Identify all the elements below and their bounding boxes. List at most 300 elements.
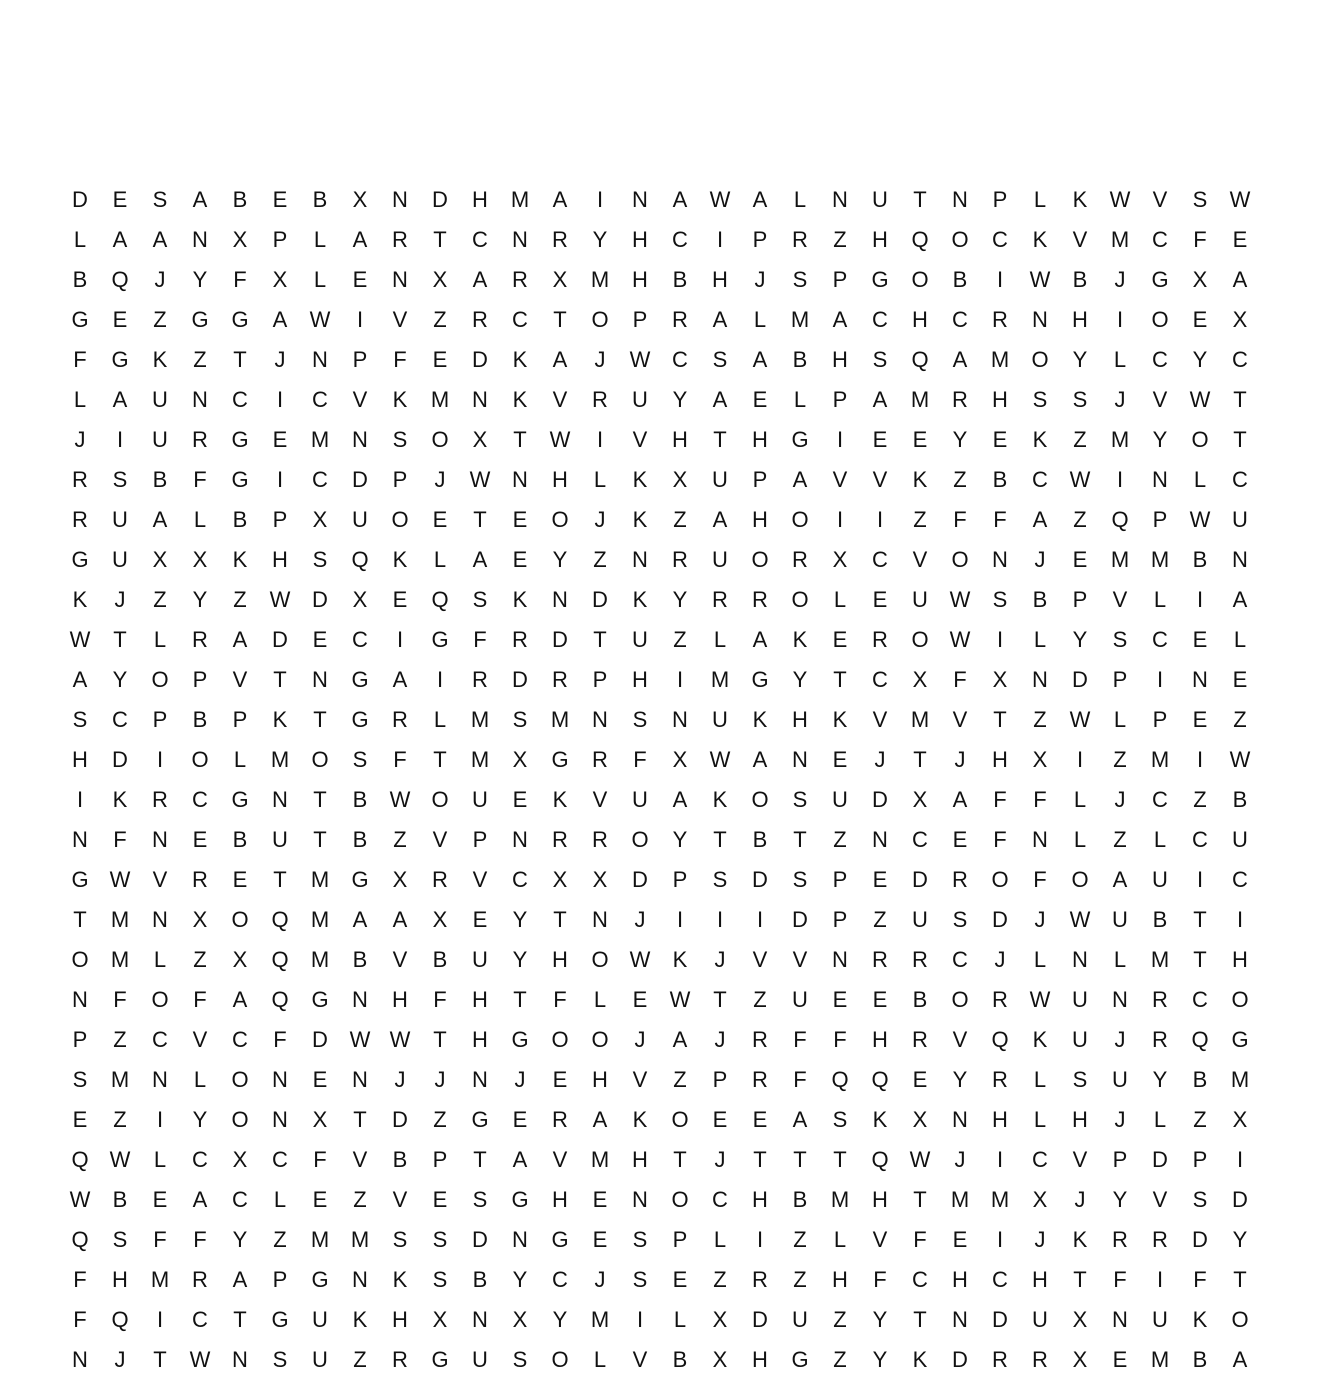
letter-cell[interactable]: M	[150, 1267, 170, 1292]
letter-cell[interactable]: N	[632, 547, 648, 572]
letter-cell[interactable]: Z	[1113, 827, 1127, 852]
letter-cell[interactable]: R	[672, 307, 688, 332]
letter-cell[interactable]: G	[471, 1107, 489, 1132]
letter-cell[interactable]: N	[872, 827, 888, 852]
letter-cell[interactable]: V	[392, 947, 408, 972]
letter-cell[interactable]: U	[1152, 867, 1168, 892]
letter-cell[interactable]: A	[232, 1267, 248, 1292]
letter-cell[interactable]: F	[793, 1067, 807, 1092]
letter-cell[interactable]: K	[1032, 227, 1048, 252]
letter-cell[interactable]: M	[310, 947, 330, 972]
letter-cell[interactable]: S	[432, 1227, 448, 1252]
letter-cell[interactable]: Q	[271, 987, 289, 1012]
letter-cell[interactable]: D	[992, 907, 1008, 932]
letter-cell[interactable]: C	[472, 227, 488, 252]
letter-cell[interactable]: A	[832, 307, 848, 332]
letter-cell[interactable]: L	[713, 627, 727, 652]
letter-cell[interactable]: K	[632, 507, 648, 532]
letter-cell[interactable]: P	[1152, 707, 1168, 732]
letter-cell[interactable]: M	[430, 387, 450, 412]
letter-cell[interactable]: F	[553, 987, 567, 1012]
letter-cell[interactable]: Q	[991, 1027, 1009, 1052]
letter-cell[interactable]: R	[792, 547, 808, 572]
letter-cell[interactable]: C	[1232, 347, 1248, 372]
letter-cell[interactable]: G	[311, 987, 329, 1012]
letter-cell[interactable]: B	[312, 187, 328, 212]
letter-cell[interactable]: V	[872, 467, 888, 492]
letter-cell[interactable]: P	[1152, 507, 1168, 532]
letter-cell[interactable]: E	[272, 187, 288, 212]
letter-cell[interactable]: L	[793, 187, 807, 212]
letter-cell[interactable]: A	[152, 507, 168, 532]
letter-cell[interactable]: R	[552, 827, 568, 852]
letter-cell[interactable]: Q	[271, 947, 289, 972]
letter-cell[interactable]: F	[793, 1027, 807, 1052]
letter-cell[interactable]: U	[472, 1347, 488, 1372]
letter-cell[interactable]: N	[152, 907, 168, 932]
letter-cell[interactable]: S	[832, 1107, 848, 1132]
letter-cell[interactable]: V	[632, 1347, 648, 1372]
letter-cell[interactable]: G	[431, 1347, 449, 1372]
letter-cell[interactable]: H	[472, 1027, 488, 1052]
letter-cell[interactable]: P	[1112, 1147, 1128, 1172]
letter-cell[interactable]: T	[273, 867, 287, 892]
letter-cell[interactable]: P	[392, 467, 408, 492]
letter-cell[interactable]: A	[672, 787, 688, 812]
letter-cell[interactable]: M	[710, 667, 730, 692]
letter-cell[interactable]: M	[590, 1147, 610, 1172]
letter-cell[interactable]: Y	[952, 1067, 968, 1092]
letter-cell[interactable]: M	[1110, 227, 1130, 252]
letter-cell[interactable]: Z	[913, 507, 927, 532]
letter-cell[interactable]: Y	[232, 1227, 248, 1252]
letter-cell[interactable]: N	[1192, 667, 1208, 692]
letter-cell[interactable]: O	[671, 1187, 689, 1212]
letter-cell[interactable]: Y	[192, 587, 208, 612]
letter-cell[interactable]: R	[472, 307, 488, 332]
letter-cell[interactable]: V	[912, 547, 928, 572]
letter-cell[interactable]: R	[472, 667, 488, 692]
letter-cell[interactable]: G	[551, 1227, 569, 1252]
letter-cell[interactable]: W	[389, 1027, 411, 1052]
letter-cell[interactable]: K	[152, 347, 168, 372]
letter-cell[interactable]: W	[349, 1027, 371, 1052]
letter-cell[interactable]: R	[992, 987, 1008, 1012]
letter-cell[interactable]: B	[952, 267, 968, 292]
letter-cell[interactable]: T	[913, 1187, 927, 1212]
letter-cell[interactable]: N	[792, 747, 808, 772]
letter-cell[interactable]: D	[952, 1347, 968, 1372]
letter-cell[interactable]: F	[993, 827, 1007, 852]
letter-cell[interactable]: N	[152, 827, 168, 852]
letter-cell[interactable]: E	[872, 587, 888, 612]
letter-cell[interactable]: G	[71, 547, 89, 572]
letter-cell[interactable]: D	[912, 867, 928, 892]
letter-cell[interactable]: M	[1150, 947, 1170, 972]
letter-cell[interactable]: Z	[713, 1267, 727, 1292]
letter-cell[interactable]: O	[591, 947, 609, 972]
letter-cell[interactable]: B	[1192, 1347, 1208, 1372]
letter-cell[interactable]: J	[714, 947, 726, 972]
letter-cell[interactable]: P	[592, 667, 608, 692]
letter-cell[interactable]: Z	[1193, 787, 1207, 812]
letter-cell[interactable]: L	[1233, 627, 1247, 652]
letter-cell[interactable]: Q	[911, 227, 929, 252]
letter-cell[interactable]: O	[231, 1107, 249, 1132]
letter-cell[interactable]: H	[952, 1267, 968, 1292]
letter-cell[interactable]: I	[636, 1307, 644, 1332]
letter-cell[interactable]: L	[233, 747, 247, 772]
letter-cell[interactable]: Y	[1192, 347, 1208, 372]
letter-cell[interactable]: L	[153, 627, 167, 652]
letter-cell[interactable]: B	[1032, 587, 1048, 612]
letter-cell[interactable]: G	[791, 427, 809, 452]
letter-cell[interactable]: C	[312, 387, 328, 412]
letter-cell[interactable]: X	[312, 507, 328, 532]
letter-cell[interactable]: N	[512, 227, 528, 252]
letter-cell[interactable]: L	[433, 707, 447, 732]
letter-cell[interactable]: K	[512, 587, 528, 612]
letter-cell[interactable]: M	[110, 1067, 130, 1092]
letter-cell[interactable]: S	[632, 707, 648, 732]
letter-cell[interactable]: D	[512, 667, 528, 692]
letter-cell[interactable]: P	[752, 227, 768, 252]
letter-cell[interactable]: L	[1033, 1107, 1047, 1132]
letter-cell[interactable]: H	[1072, 1107, 1088, 1132]
letter-cell[interactable]: R	[752, 1027, 768, 1052]
letter-cell[interactable]: Y	[1232, 1227, 1248, 1252]
letter-cell[interactable]: J	[1114, 1107, 1126, 1132]
letter-cell[interactable]: E	[1192, 307, 1208, 332]
letter-cell[interactable]: C	[512, 307, 528, 332]
letter-cell[interactable]: X	[592, 867, 608, 892]
letter-cell[interactable]: O	[911, 627, 929, 652]
letter-cell[interactable]: L	[273, 1187, 287, 1212]
letter-cell[interactable]: R	[512, 627, 528, 652]
letter-cell[interactable]: A	[872, 387, 888, 412]
letter-cell[interactable]: T	[673, 1147, 687, 1172]
letter-cell[interactable]: I	[716, 907, 724, 932]
letter-cell[interactable]: E	[352, 267, 368, 292]
letter-cell[interactable]: J	[1034, 1227, 1046, 1252]
letter-cell[interactable]: T	[793, 1147, 807, 1172]
letter-cell[interactable]: X	[272, 267, 288, 292]
letter-cell[interactable]: E	[432, 1187, 448, 1212]
letter-cell[interactable]: L	[313, 227, 327, 252]
letter-cell[interactable]: B	[992, 467, 1008, 492]
letter-cell[interactable]: J	[514, 1067, 526, 1092]
letter-cell[interactable]: E	[392, 587, 408, 612]
letter-cell[interactable]: N	[512, 467, 528, 492]
letter-cell[interactable]: W	[109, 867, 131, 892]
letter-cell[interactable]: E	[192, 827, 208, 852]
letter-cell[interactable]: S	[1032, 387, 1048, 412]
letter-cell[interactable]: C	[1152, 787, 1168, 812]
letter-cell[interactable]: P	[272, 507, 288, 532]
letter-cell[interactable]: N	[352, 1267, 368, 1292]
letter-cell[interactable]: R	[552, 1107, 568, 1132]
letter-cell[interactable]: T	[233, 347, 247, 372]
letter-cell[interactable]: U	[1152, 1307, 1168, 1332]
letter-cell[interactable]: M	[990, 1187, 1010, 1212]
letter-cell[interactable]: F	[153, 1227, 167, 1252]
letter-cell[interactable]: M	[350, 1227, 370, 1252]
letter-cell[interactable]: Z	[233, 587, 247, 612]
letter-cell[interactable]: B	[72, 267, 88, 292]
letter-cell[interactable]: Y	[872, 1347, 888, 1372]
letter-cell[interactable]: I	[876, 507, 884, 532]
letter-cell[interactable]: P	[352, 347, 368, 372]
letter-cell[interactable]: S	[1072, 387, 1088, 412]
letter-cell[interactable]: R	[592, 827, 608, 852]
letter-cell[interactable]: F	[993, 507, 1007, 532]
letter-cell[interactable]: F	[1193, 1267, 1207, 1292]
letter-cell[interactable]: A	[752, 347, 768, 372]
letter-cell[interactable]: F	[633, 747, 647, 772]
letter-cell[interactable]: E	[952, 1227, 968, 1252]
letter-cell[interactable]: K	[752, 707, 768, 732]
letter-cell[interactable]: I	[676, 907, 684, 932]
letter-cell[interactable]: C	[952, 947, 968, 972]
letter-cell[interactable]: Z	[673, 507, 687, 532]
letter-cell[interactable]: S	[952, 907, 968, 932]
letter-cell[interactable]: A	[472, 267, 488, 292]
letter-cell[interactable]: E	[72, 1107, 88, 1132]
letter-cell[interactable]: U	[632, 627, 648, 652]
letter-cell[interactable]: C	[552, 1267, 568, 1292]
letter-cell[interactable]: N	[472, 1307, 488, 1332]
letter-cell[interactable]: P	[272, 1267, 288, 1292]
letter-cell[interactable]: B	[392, 1147, 408, 1172]
letter-cell[interactable]: V	[872, 1227, 888, 1252]
letter-cell[interactable]: Z	[793, 1227, 807, 1252]
letter-cell[interactable]: I	[756, 1227, 764, 1252]
letter-cell[interactable]: R	[192, 627, 208, 652]
letter-cell[interactable]: S	[312, 547, 328, 572]
letter-cell[interactable]: L	[753, 307, 767, 332]
letter-cell[interactable]: X	[712, 1307, 728, 1332]
letter-cell[interactable]: R	[752, 1067, 768, 1092]
letter-cell[interactable]: N	[312, 347, 328, 372]
letter-cell[interactable]: O	[951, 227, 969, 252]
letter-cell[interactable]: E	[832, 747, 848, 772]
letter-cell[interactable]: R	[432, 867, 448, 892]
letter-cell[interactable]: P	[232, 707, 248, 732]
letter-cell[interactable]: O	[1231, 1307, 1249, 1332]
letter-cell[interactable]: Z	[833, 1307, 847, 1332]
letter-cell[interactable]: O	[631, 827, 649, 852]
letter-cell[interactable]: F	[393, 747, 407, 772]
letter-cell[interactable]: K	[72, 587, 88, 612]
letter-cell[interactable]: X	[912, 1107, 928, 1132]
letter-cell[interactable]: I	[356, 307, 364, 332]
letter-cell[interactable]: C	[992, 1267, 1008, 1292]
letter-cell[interactable]: C	[1152, 227, 1168, 252]
letter-cell[interactable]: R	[72, 507, 88, 532]
letter-cell[interactable]: U	[1032, 1307, 1048, 1332]
letter-cell[interactable]: H	[552, 467, 568, 492]
letter-cell[interactable]: T	[913, 1307, 927, 1332]
letter-cell[interactable]: T	[713, 427, 727, 452]
letter-cell[interactable]: P	[472, 827, 488, 852]
letter-cell[interactable]: M	[310, 1227, 330, 1252]
letter-cell[interactable]: P	[1072, 587, 1088, 612]
letter-cell[interactable]: K	[632, 467, 648, 492]
letter-cell[interactable]: C	[1152, 347, 1168, 372]
letter-cell[interactable]: X	[512, 747, 528, 772]
letter-cell[interactable]: U	[312, 1307, 328, 1332]
letter-cell[interactable]: S	[872, 347, 888, 372]
letter-cell[interactable]: J	[954, 747, 966, 772]
letter-cell[interactable]: S	[512, 707, 528, 732]
letter-cell[interactable]: W	[1069, 907, 1091, 932]
letter-cell[interactable]: O	[151, 987, 169, 1012]
letter-cell[interactable]: D	[592, 587, 608, 612]
letter-cell[interactable]: X	[912, 787, 928, 812]
letter-cell[interactable]: O	[1231, 987, 1249, 1012]
letter-cell[interactable]: Y	[512, 907, 528, 932]
letter-cell[interactable]: S	[632, 1267, 648, 1292]
letter-cell[interactable]: G	[791, 1347, 809, 1372]
letter-cell[interactable]: W	[669, 987, 691, 1012]
letter-cell[interactable]: P	[832, 907, 848, 932]
letter-cell[interactable]: R	[592, 747, 608, 772]
letter-cell[interactable]: X	[992, 667, 1008, 692]
letter-cell[interactable]: B	[352, 787, 368, 812]
letter-cell[interactable]: R	[152, 787, 168, 812]
letter-cell[interactable]: W	[709, 747, 731, 772]
letter-cell[interactable]: Y	[512, 1267, 528, 1292]
letter-cell[interactable]: H	[272, 547, 288, 572]
letter-cell[interactable]: G	[511, 1187, 529, 1212]
letter-cell[interactable]: N	[952, 1107, 968, 1132]
letter-cell[interactable]: E	[312, 1187, 328, 1212]
letter-cell[interactable]: B	[432, 947, 448, 972]
letter-cell[interactable]: G	[271, 1307, 289, 1332]
letter-cell[interactable]: N	[232, 1347, 248, 1372]
letter-cell[interactable]: R	[192, 1267, 208, 1292]
letter-cell[interactable]: H	[992, 1107, 1008, 1132]
letter-cell[interactable]: D	[312, 1027, 328, 1052]
letter-cell[interactable]: C	[952, 307, 968, 332]
letter-cell[interactable]: X	[512, 1307, 528, 1332]
letter-cell[interactable]: X	[1032, 747, 1048, 772]
letter-cell[interactable]: X	[192, 907, 208, 932]
letter-cell[interactable]: L	[73, 227, 87, 252]
letter-cell[interactable]: S	[512, 1347, 528, 1372]
letter-cell[interactable]: W	[1029, 987, 1051, 1012]
letter-cell[interactable]: T	[313, 707, 327, 732]
letter-cell[interactable]: J	[1114, 267, 1126, 292]
letter-cell[interactable]: U	[1072, 987, 1088, 1012]
letter-cell[interactable]: O	[231, 907, 249, 932]
letter-cell[interactable]: X	[432, 907, 448, 932]
letter-cell[interactable]: K	[1192, 1307, 1208, 1332]
letter-cell[interactable]: O	[951, 987, 969, 1012]
letter-cell[interactable]: V	[1072, 1147, 1088, 1172]
letter-cell[interactable]: N	[272, 1107, 288, 1132]
letter-cell[interactable]: N	[832, 947, 848, 972]
letter-cell[interactable]: Y	[1072, 347, 1088, 372]
letter-cell[interactable]: B	[352, 947, 368, 972]
letter-cell[interactable]: F	[1033, 787, 1047, 812]
letter-cell[interactable]: Z	[193, 347, 207, 372]
letter-cell[interactable]: E	[1232, 667, 1248, 692]
letter-cell[interactable]: N	[992, 547, 1008, 572]
letter-cell[interactable]: X	[232, 947, 248, 972]
letter-cell[interactable]: Y	[592, 227, 608, 252]
letter-cell[interactable]: D	[352, 467, 368, 492]
letter-cell[interactable]: R	[912, 1027, 928, 1052]
letter-cell[interactable]: C	[1032, 467, 1048, 492]
letter-cell[interactable]: O	[751, 547, 769, 572]
letter-cell[interactable]: P	[992, 187, 1008, 212]
letter-cell[interactable]: V	[832, 467, 848, 492]
letter-cell[interactable]: X	[912, 667, 928, 692]
letter-cell[interactable]: E	[832, 627, 848, 652]
letter-cell[interactable]: G	[351, 707, 369, 732]
letter-cell[interactable]: L	[433, 547, 447, 572]
letter-cell[interactable]: Q	[111, 267, 129, 292]
letter-cell[interactable]: U	[632, 787, 648, 812]
letter-cell[interactable]: W	[469, 467, 491, 492]
letter-cell[interactable]: E	[512, 787, 528, 812]
letter-cell[interactable]: X	[1072, 1347, 1088, 1372]
letter-cell[interactable]: G	[231, 787, 249, 812]
letter-cell[interactable]: O	[1151, 307, 1169, 332]
letter-cell[interactable]: L	[593, 987, 607, 1012]
letter-cell[interactable]: C	[672, 347, 688, 372]
letter-cell[interactable]: L	[193, 1067, 207, 1092]
letter-cell[interactable]: T	[353, 1107, 367, 1132]
letter-cell[interactable]: E	[872, 867, 888, 892]
letter-cell[interactable]: E	[752, 1107, 768, 1132]
letter-cell[interactable]: C	[912, 1267, 928, 1292]
letter-cell[interactable]: E	[432, 507, 448, 532]
letter-cell[interactable]: E	[592, 1227, 608, 1252]
letter-cell[interactable]: L	[1153, 1107, 1167, 1132]
letter-cell[interactable]: V	[872, 707, 888, 732]
letter-cell[interactable]: X	[672, 747, 688, 772]
letter-cell[interactable]: N	[1032, 827, 1048, 852]
letter-cell[interactable]: A	[192, 1187, 208, 1212]
letter-cell[interactable]: E	[152, 1187, 168, 1212]
letter-cell[interactable]: Z	[153, 307, 167, 332]
letter-cell[interactable]: W	[1029, 267, 1051, 292]
letter-cell[interactable]: W	[949, 587, 971, 612]
letter-cell[interactable]: A	[952, 787, 968, 812]
letter-cell[interactable]: X	[1032, 1187, 1048, 1212]
letter-cell[interactable]: E	[512, 547, 528, 572]
letter-cell[interactable]: I	[1236, 1147, 1244, 1172]
letter-cell[interactable]: C	[1232, 467, 1248, 492]
letter-cell[interactable]: R	[752, 1267, 768, 1292]
letter-cell[interactable]: U	[152, 387, 168, 412]
letter-cell[interactable]: G	[551, 747, 569, 772]
letter-cell[interactable]: I	[156, 747, 164, 772]
letter-cell[interactable]: T	[73, 907, 87, 932]
letter-cell[interactable]: K	[392, 387, 408, 412]
letter-cell[interactable]: F	[993, 787, 1007, 812]
letter-cell[interactable]: H	[592, 1067, 608, 1092]
letter-cell[interactable]: L	[1033, 627, 1047, 652]
letter-cell[interactable]: D	[992, 1307, 1008, 1332]
letter-cell[interactable]: G	[431, 627, 449, 652]
letter-cell[interactable]: E	[432, 347, 448, 372]
letter-cell[interactable]: W	[189, 1347, 211, 1372]
letter-cell[interactable]: H	[832, 347, 848, 372]
letter-cell[interactable]: B	[912, 987, 928, 1012]
